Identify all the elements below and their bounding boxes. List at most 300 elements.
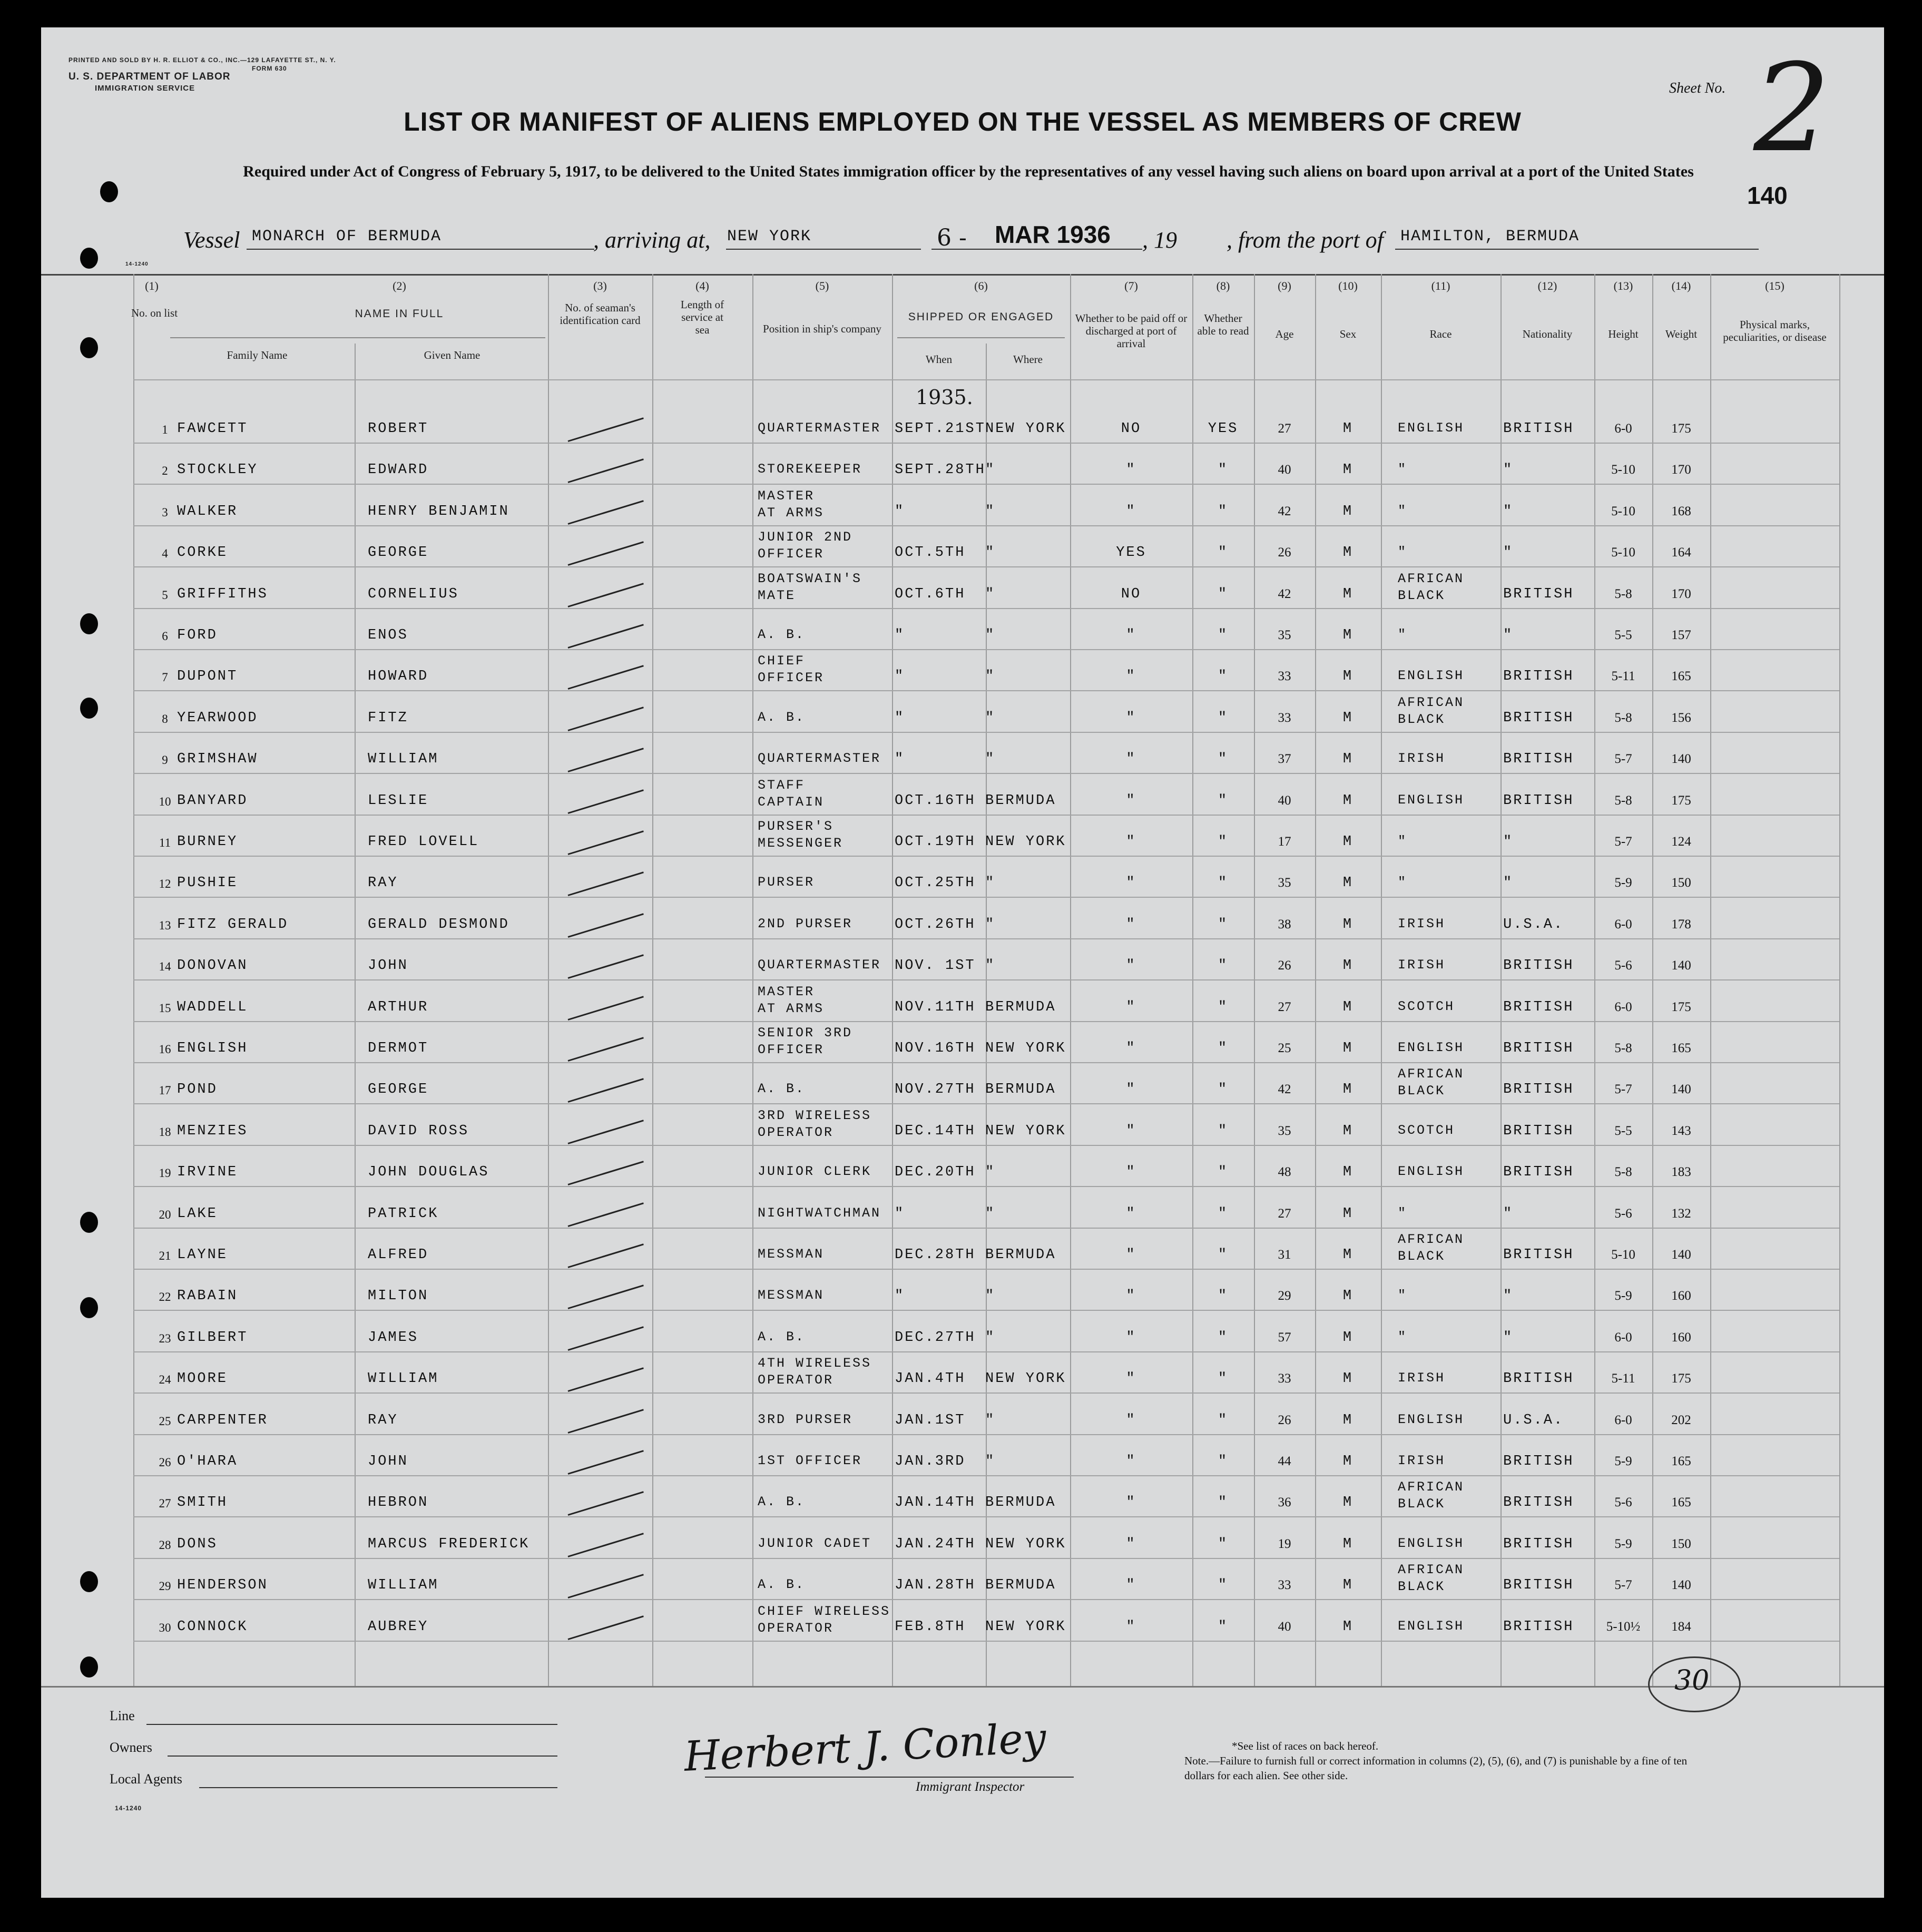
- cell-family: HENDERSON: [177, 1577, 268, 1594]
- cell-no: 3: [162, 505, 168, 519]
- cell-weight: 157: [1671, 628, 1691, 642]
- cell-weight: 202: [1671, 1413, 1691, 1427]
- col-num-11: (11): [1431, 279, 1450, 292]
- cell-where: NEW YORK: [985, 1619, 1066, 1635]
- cell-height: 5-8: [1614, 586, 1632, 601]
- row-rule: [133, 1475, 1839, 1476]
- col-head-sex: Sex: [1339, 328, 1357, 340]
- cell-family: O'HARA: [177, 1454, 238, 1469]
- cell-when: ": [895, 1205, 905, 1222]
- cell-family: FORD: [177, 627, 218, 643]
- punch-hole: [80, 248, 98, 269]
- seaman-id-check-mark: [568, 1326, 644, 1351]
- seaman-id-check-mark: [568, 1574, 644, 1598]
- cell-when: FEB.8TH: [895, 1619, 966, 1635]
- cell-weight: 183: [1671, 1165, 1691, 1180]
- cell-given: RAY: [368, 1412, 398, 1428]
- cell-sex: M: [1342, 1123, 1354, 1139]
- col-num-13: (13): [1613, 279, 1633, 292]
- row-rule: [133, 1269, 1839, 1270]
- cell-where: BERMUDA: [985, 1495, 1056, 1511]
- cell-read: ": [1218, 1495, 1229, 1511]
- cell-read: ": [1218, 875, 1229, 891]
- cell-nat: U.S.A.: [1503, 916, 1564, 933]
- cell-age: 26: [1278, 545, 1291, 560]
- cell-age: 42: [1278, 586, 1291, 601]
- row-rule: [133, 815, 1839, 816]
- cell-paid: ": [1126, 1041, 1136, 1056]
- cell-read: ": [1218, 751, 1229, 768]
- cell-sex: M: [1342, 1454, 1354, 1469]
- cell-weight: 140: [1671, 1578, 1691, 1593]
- cell-paid: ": [1126, 999, 1136, 1015]
- row-rule: [133, 484, 1839, 485]
- row-rule: [133, 1641, 1839, 1642]
- row-rule: [133, 1062, 1839, 1063]
- col-head-no: No. on list: [131, 307, 178, 319]
- cell-race: ENGLISH: [1398, 1411, 1465, 1427]
- cell-no: 20: [159, 1208, 171, 1221]
- cell-position: JUNIOR 2ND: [758, 529, 853, 545]
- cell-when: JAN.3RD: [895, 1454, 966, 1469]
- cell-weight: 143: [1671, 1123, 1691, 1138]
- cell-race: AFRICAN: [1398, 571, 1465, 586]
- cell-family: RABAIN: [177, 1288, 238, 1305]
- cell-sex: M: [1342, 1577, 1354, 1594]
- row-rule: [133, 1392, 1839, 1394]
- row-rule: [133, 979, 1839, 980]
- cell-where: BERMUDA: [985, 792, 1056, 809]
- cell-sex: M: [1342, 462, 1354, 478]
- cell-where: ": [985, 710, 996, 726]
- col-num-9: (9): [1278, 279, 1291, 292]
- cell-weight: 165: [1671, 1454, 1691, 1468]
- cell-paid: ": [1126, 875, 1136, 891]
- cell-where: BERMUDA: [985, 1082, 1056, 1098]
- cell-given: AUBREY: [368, 1619, 429, 1635]
- cell-paid: ": [1126, 792, 1136, 809]
- seaman-id-check-mark: [568, 1202, 644, 1227]
- cell-height: 5-8: [1614, 793, 1632, 808]
- cell-where: ": [985, 1288, 996, 1305]
- cell-age: 19: [1278, 1536, 1291, 1551]
- cell-read: ": [1218, 586, 1229, 602]
- cell-where: ": [985, 1164, 996, 1181]
- cell-given: DERMOT: [368, 1041, 429, 1056]
- cell-paid: ": [1126, 1082, 1136, 1098]
- cell-paid: ": [1126, 1495, 1136, 1511]
- cell-height: 5-6: [1614, 958, 1632, 973]
- cell-position: JUNIOR CADET: [758, 1535, 872, 1551]
- cell-no: 24: [159, 1373, 171, 1387]
- seaman-id-check-mark: [568, 583, 644, 607]
- cell-weight: 132: [1671, 1206, 1691, 1221]
- cell-age: 42: [1278, 504, 1291, 518]
- form-number: FORM 630: [252, 65, 287, 72]
- cell-given: WILLIAM: [368, 1371, 439, 1387]
- cell-sex: M: [1342, 421, 1354, 437]
- cell-no: 6: [162, 630, 168, 643]
- cell-nat: ": [1503, 462, 1514, 478]
- cell-sex: M: [1342, 545, 1354, 561]
- cell-where: ": [985, 503, 996, 519]
- cell-weight: 165: [1671, 1495, 1691, 1510]
- cell-sex: M: [1342, 669, 1354, 685]
- cell-when: NOV.16TH: [895, 1041, 976, 1056]
- cell-paid: ": [1126, 834, 1136, 850]
- row-rule: [133, 856, 1839, 857]
- cell-nat: BRITISH: [1503, 421, 1574, 437]
- cell-when: SEPT.28TH: [895, 462, 986, 478]
- arriving-port: NEW YORK: [727, 228, 812, 246]
- cell-read: ": [1218, 834, 1229, 850]
- cell-paid: ": [1126, 916, 1136, 933]
- cell-where: ": [985, 1412, 996, 1428]
- cell-age: 27: [1278, 421, 1291, 436]
- cell-paid: ": [1126, 751, 1136, 768]
- cell-age: 33: [1278, 669, 1291, 684]
- cell-sex: M: [1342, 1371, 1354, 1387]
- col-num-7: (7): [1124, 279, 1138, 292]
- cell-family: DONS: [177, 1536, 218, 1552]
- cell-height: 6-0: [1614, 1413, 1632, 1427]
- cell-paid: ": [1126, 1247, 1136, 1263]
- cell-given: CORNELIUS: [368, 586, 459, 602]
- name-header-rule: [170, 337, 545, 338]
- cell-position: A. B.: [758, 1329, 806, 1345]
- cell-age: 35: [1278, 628, 1291, 642]
- cell-height: 5-5: [1614, 628, 1632, 642]
- row-rule: [133, 1434, 1839, 1435]
- cell-race: AFRICAN: [1398, 1232, 1465, 1247]
- cell-no: 30: [159, 1621, 171, 1634]
- cell-paid: YES: [1116, 545, 1146, 561]
- cell-weight: 175: [1671, 1371, 1691, 1386]
- row-rule: [133, 525, 1839, 526]
- penalty-note: Note.—Failure to furnish full or correct information in columns (2), (5), (6), and (7) is punishable by a fine of ten dollars for each alien. See other side.: [1184, 1754, 1688, 1782]
- col-head-given: Given Name: [424, 349, 480, 361]
- row-rule: [133, 608, 1839, 609]
- cell-no: 26: [159, 1456, 171, 1469]
- cell-race: AFRICAN: [1398, 1479, 1465, 1495]
- cell-race: ": [1398, 503, 1408, 518]
- col-head-service: Length of service at sea: [680, 298, 724, 336]
- seaman-id-check-mark: [568, 500, 644, 525]
- cell-where: BERMUDA: [985, 1577, 1056, 1594]
- cell-sex: M: [1342, 1082, 1354, 1098]
- row-rule: [133, 1186, 1839, 1187]
- cell-position: PURSER'S: [758, 819, 834, 834]
- cell-position: BOATSWAIN'S: [758, 571, 862, 586]
- col-num-15: (15): [1765, 279, 1784, 292]
- cell-nat: BRITISH: [1503, 1619, 1574, 1635]
- cell-age: 33: [1278, 1578, 1291, 1593]
- cell-sex: M: [1342, 1164, 1354, 1181]
- cell-nat: BRITISH: [1503, 1536, 1574, 1552]
- cell-nat: BRITISH: [1503, 1082, 1574, 1098]
- row-rule: [133, 1599, 1839, 1600]
- cell-family: MOORE: [177, 1371, 228, 1387]
- cell-race: ENGLISH: [1398, 420, 1465, 436]
- cell-position: MESSMAN: [758, 1247, 825, 1262]
- department-label: U. S. DEPARTMENT OF LABOR: [68, 71, 231, 82]
- row-rule: [133, 1228, 1839, 1229]
- cell-family: CORKE: [177, 545, 228, 561]
- row-rule: [133, 1310, 1839, 1311]
- cell-position: OPERATOR: [758, 1124, 834, 1140]
- cell-weight: 140: [1671, 1082, 1691, 1097]
- cell-family: FITZ GERALD: [177, 916, 289, 933]
- cell-age: 33: [1278, 710, 1291, 725]
- cell-family: GRIFFITHS: [177, 586, 268, 602]
- cell-no: 4: [162, 547, 168, 561]
- cell-family: GILBERT: [177, 1329, 248, 1346]
- cell-read: ": [1218, 545, 1229, 561]
- cell-paid: ": [1126, 1536, 1136, 1552]
- cell-paid: ": [1126, 1164, 1136, 1181]
- cell-no: 22: [159, 1290, 171, 1304]
- cell-race: ": [1398, 833, 1408, 849]
- cell-height: 5-10½: [1606, 1619, 1641, 1634]
- cell-race: BLACK: [1398, 1579, 1446, 1595]
- cell-race: BLACK: [1398, 1083, 1446, 1099]
- cell-nat: ": [1503, 503, 1514, 519]
- punch-hole: [80, 613, 98, 634]
- cell-height: 5-5: [1614, 1123, 1632, 1138]
- cell-where: ": [985, 916, 996, 933]
- cell-age: 27: [1278, 999, 1291, 1014]
- cell-where: NEW YORK: [985, 1371, 1066, 1387]
- cell-read: ": [1218, 1288, 1229, 1305]
- cell-where: ": [985, 462, 996, 478]
- cell-height: 5-10: [1611, 1248, 1635, 1262]
- cell-race: ENGLISH: [1398, 792, 1465, 808]
- cell-family: LAKE: [177, 1205, 218, 1222]
- cell-height: 5-6: [1614, 1206, 1632, 1221]
- row-rule: [133, 1021, 1839, 1022]
- cell-where: ": [985, 875, 996, 891]
- col-head-weight: Weight: [1665, 328, 1698, 340]
- cell-race: ENGLISH: [1398, 1535, 1465, 1551]
- cell-where: ": [985, 751, 996, 768]
- vessel-label: Vessel: [183, 227, 240, 253]
- cell-given: PATRICK: [368, 1205, 439, 1222]
- cell-position: AT ARMS: [758, 1001, 825, 1016]
- cell-given: HOWARD: [368, 669, 429, 685]
- cell-sex: M: [1342, 1619, 1354, 1635]
- cell-where: ": [985, 1454, 996, 1469]
- cell-paid: ": [1126, 1619, 1136, 1635]
- cell-where: NEW YORK: [985, 1536, 1066, 1552]
- cell-no: 23: [159, 1331, 171, 1345]
- cell-position: 2ND PURSER: [758, 916, 853, 931]
- cell-read: ": [1218, 1205, 1229, 1222]
- seaman-id-check-mark: [568, 459, 644, 484]
- cell-read: ": [1218, 1371, 1229, 1387]
- cell-race: ": [1398, 627, 1408, 642]
- cell-paid: ": [1126, 1371, 1136, 1387]
- cell-no: 27: [159, 1497, 171, 1511]
- cell-sex: M: [1342, 916, 1354, 933]
- seaman-id-check-mark: [568, 1533, 644, 1557]
- signature-line: [705, 1777, 1074, 1778]
- grid-line: [1839, 274, 1840, 1686]
- from-port-line: [1395, 249, 1759, 250]
- cell-height: 5-9: [1614, 1454, 1632, 1468]
- cell-position: 1ST OFFICER: [758, 1453, 862, 1468]
- seaman-id-check-mark: [568, 541, 644, 566]
- cell-paid: ": [1126, 503, 1136, 519]
- cell-given: ARTHUR: [368, 999, 429, 1015]
- cell-age: 35: [1278, 876, 1291, 890]
- cell-sex: M: [1342, 875, 1354, 891]
- cell-no: 7: [162, 671, 168, 684]
- row-rule: [133, 732, 1839, 733]
- cell-weight: 140: [1671, 958, 1691, 973]
- cell-sex: M: [1342, 1288, 1354, 1305]
- row-rule: [133, 1558, 1839, 1559]
- line-label: Line: [110, 1708, 135, 1723]
- cell-read: ": [1218, 462, 1229, 478]
- cell-given: JOHN: [368, 1454, 408, 1469]
- cell-paid: NO: [1121, 586, 1142, 602]
- row-rule: [133, 1145, 1839, 1146]
- cell-paid: ": [1126, 710, 1136, 726]
- cell-sex: M: [1342, 958, 1354, 974]
- col-num-4: (4): [695, 279, 709, 292]
- cell-race: ": [1398, 1288, 1408, 1303]
- cell-position: MESSMAN: [758, 1288, 825, 1303]
- cell-height: 6-0: [1614, 999, 1632, 1014]
- cell-race: ": [1398, 875, 1408, 890]
- service-label: IMMIGRATION SERVICE: [95, 84, 195, 93]
- row-rule: [133, 1351, 1839, 1352]
- seaman-id-check-mark: [568, 707, 644, 731]
- cell-nat: BRITISH: [1503, 958, 1574, 974]
- cell-sex: M: [1342, 792, 1354, 809]
- cell-position: OPERATOR: [758, 1620, 834, 1636]
- col-head-race: Race: [1429, 328, 1452, 340]
- punch-hole: [80, 1656, 98, 1678]
- cell-position: CHIEF WIRELESS: [758, 1603, 891, 1619]
- cell-height: 5-9: [1614, 876, 1632, 890]
- cell-no: 1: [162, 423, 168, 436]
- cell-when: DEC.28TH: [895, 1247, 976, 1263]
- cell-height: 5-8: [1614, 710, 1632, 725]
- cell-when: DEC.27TH: [895, 1329, 976, 1346]
- cell-family: DONOVAN: [177, 958, 248, 974]
- seaman-id-check-mark: [568, 1285, 644, 1310]
- cell-race: AFRICAN: [1398, 1066, 1465, 1082]
- cell-nat: BRITISH: [1503, 1454, 1574, 1469]
- cell-nat: BRITISH: [1503, 1041, 1574, 1056]
- cell-weight: 175: [1671, 421, 1691, 436]
- cell-when: JAN.4TH: [895, 1371, 966, 1387]
- cell-family: BURNEY: [177, 834, 238, 850]
- cell-race: ": [1398, 462, 1408, 477]
- cell-nat: BRITISH: [1503, 1164, 1574, 1181]
- cell-family: FAWCETT: [177, 421, 248, 437]
- cell-race: AFRICAN: [1398, 1562, 1465, 1578]
- cell-read: ": [1218, 1329, 1229, 1346]
- cell-given: EDWARD: [368, 462, 429, 478]
- cell-given: WILLIAM: [368, 1577, 439, 1594]
- cell-no: 25: [159, 1414, 171, 1428]
- cell-weight: 170: [1671, 586, 1691, 601]
- cell-read: ": [1218, 792, 1229, 809]
- manifest-sheet: [41, 27, 1884, 1898]
- grid-line: [355, 344, 356, 1686]
- col-num-6: (6): [974, 279, 988, 292]
- cell-given: HENRY BENJAMIN: [368, 503, 509, 519]
- col-num-3: (3): [593, 279, 607, 292]
- row-rule: [133, 773, 1839, 774]
- cell-position: MESSENGER: [758, 836, 844, 851]
- cell-nat: BRITISH: [1503, 999, 1574, 1015]
- cell-given: JOHN: [368, 958, 408, 974]
- cell-position: PURSER: [758, 875, 815, 890]
- cell-family: STOCKLEY: [177, 462, 258, 478]
- cell-paid: ": [1126, 1205, 1136, 1222]
- arrival-date-stamp: MAR 1936: [995, 221, 1111, 248]
- cell-when: ": [895, 710, 905, 726]
- cell-sex: M: [1342, 586, 1354, 602]
- cell-weight: 175: [1671, 999, 1691, 1014]
- cell-age: 48: [1278, 1165, 1291, 1180]
- cell-position: STAFF: [758, 777, 806, 793]
- cell-family: BANYARD: [177, 792, 248, 809]
- cell-nat: ": [1503, 627, 1514, 643]
- cell-nat: ": [1503, 1205, 1514, 1222]
- arrival-day: 6 -: [937, 224, 967, 251]
- col-head-family: Family Name: [227, 349, 288, 361]
- cell-no: 10: [159, 795, 171, 808]
- cell-nat: BRITISH: [1503, 710, 1574, 726]
- cell-where: ": [985, 958, 996, 974]
- cell-weight: 178: [1671, 917, 1691, 931]
- cell-race: BLACK: [1398, 1249, 1446, 1264]
- form-code-top: 14-1240: [125, 261, 149, 267]
- cell-sex: M: [1342, 1495, 1354, 1511]
- cell-nat: BRITISH: [1503, 1371, 1574, 1387]
- cell-given: JAMES: [368, 1329, 419, 1346]
- cell-position: OFFICER: [758, 1042, 825, 1057]
- cell-given: GEORGE: [368, 545, 429, 561]
- col-head-read: Whether able to read: [1197, 312, 1249, 337]
- cell-no: 19: [159, 1166, 171, 1180]
- cell-height: 5-10: [1611, 504, 1635, 518]
- from-label: , from the port of: [1227, 227, 1384, 253]
- arriving-label: , arriving at,: [593, 227, 711, 253]
- cell-paid: NO: [1121, 421, 1142, 437]
- cell-height: 5-9: [1614, 1536, 1632, 1551]
- cell-where: ": [985, 545, 996, 561]
- cell-family: CARPENTER: [177, 1412, 268, 1428]
- table-top-border: [41, 274, 1884, 276]
- cell-when: ": [895, 503, 905, 519]
- cell-position: CHIEF: [758, 653, 806, 669]
- cell-when: OCT.25TH: [895, 875, 976, 891]
- punch-hole: [80, 337, 98, 358]
- cell-when: OCT.16TH: [895, 792, 976, 809]
- col-num-10: (10): [1338, 279, 1358, 292]
- cell-where: NEW YORK: [985, 421, 1066, 437]
- cell-race: BLACK: [1398, 1496, 1446, 1512]
- cell-race: IRISH: [1398, 916, 1446, 931]
- cell-age: 44: [1278, 1454, 1291, 1468]
- cell-no: 5: [162, 588, 168, 602]
- cell-age: 26: [1278, 958, 1291, 973]
